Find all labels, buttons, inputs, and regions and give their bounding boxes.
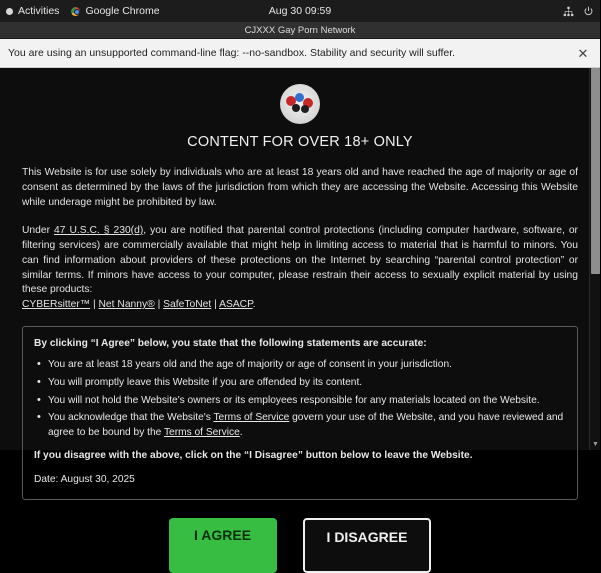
tos-pre-text: You acknowledge that the Website's <box>48 412 214 424</box>
agree-button[interactable]: I AGREE <box>169 518 277 573</box>
agreement-box <box>22 326 578 499</box>
list-item: • You will promptly leave this Website if you are offended by its content. <box>34 376 566 391</box>
window-title: CJXXX Gay Porn Network <box>244 24 356 36</box>
terms-of-service-link-2[interactable]: Terms of Service <box>163 427 240 439</box>
chrome-infobar <box>0 39 600 68</box>
link-safetonet[interactable]: SafeToNet <box>163 299 212 311</box>
site-logo <box>22 84 578 124</box>
scroll-down-icon[interactable]: ▼ <box>592 441 599 448</box>
window-title-bar[interactable] <box>0 22 600 39</box>
close-icon[interactable]: ✕ <box>577 45 589 61</box>
scrollbar-thumb[interactable] <box>591 68 600 274</box>
page-scrollbar[interactable] <box>589 68 600 450</box>
network-icon <box>563 6 574 17</box>
infobar-message: You are using an unsupported command-line flag: --no-sandbox. Stability and security will suffer. <box>8 47 456 59</box>
agreement-bullets <box>34 358 566 441</box>
system-status-area[interactable] <box>563 6 594 17</box>
chrome-icon <box>71 7 80 16</box>
app-menu-chrome[interactable] <box>71 5 159 17</box>
terms-of-service-link-1[interactable]: Terms of Service <box>213 412 290 424</box>
top-bar-left <box>6 5 160 17</box>
page-title: CONTENT FOR OVER 18+ ONLY <box>187 134 413 150</box>
sep-2: | <box>154 299 164 311</box>
disagree-button[interactable]: I DISAGREE <box>303 518 432 573</box>
tos-post-text: . <box>239 427 243 439</box>
link-cybersitter[interactable]: CYBERsitter™ <box>22 299 91 311</box>
activities-dot-icon <box>6 8 13 15</box>
activities-button[interactable] <box>6 5 59 17</box>
disagree-note: If you disagree with the above, click on the “I Disagree” button below to leave the Website. <box>34 449 473 461</box>
link-asacp[interactable]: ASACP <box>219 299 253 311</box>
statute-link[interactable]: 47 U.S.C. § 230(d) <box>54 224 144 236</box>
list-item-terms <box>34 411 566 441</box>
sep-3: | <box>211 299 220 311</box>
parental-control-paragraph <box>22 224 578 314</box>
power-icon <box>583 6 594 17</box>
statute-pre-text: Under <box>22 224 55 236</box>
browser-viewport <box>0 68 600 545</box>
list-item: • You will not hold the Website's owners or its employees responsible for any materials located on the Website. <box>34 394 566 409</box>
site-logo-icon <box>280 84 320 124</box>
agreement-lead: By clicking “I Agree” below, you state that the following statements are accurate: <box>34 338 427 350</box>
activities-label: Activities <box>18 5 60 17</box>
list-item: • You are at least 18 years old and the age of majority or age of consent in your jurisdiction. <box>34 358 566 373</box>
app-menu-label: Google Chrome <box>85 5 160 17</box>
gnome-top-bar <box>0 0 600 22</box>
link-net-nanny[interactable]: Net Nanny® <box>98 299 155 311</box>
age-paragraph: This Website is for use solely by individuals who are at least 18 years old and have reached the age of majority or age of consent as determined by the laws of the jurisdiction from which they are accessing the Website. Accessing this Website while underage might be prohibited by law. <box>22 167 578 208</box>
filter-links-period: . <box>252 299 256 311</box>
agreement-date: Date: August 30, 2025 <box>34 473 135 485</box>
action-buttons <box>22 518 578 573</box>
sep-1: | <box>90 299 99 311</box>
filter-provider-links <box>22 299 256 310</box>
statute-body-text: , you are notified that parental control protections (including computer hardware, software, or filtering services) are commercially available that might help in limiting access to material that is harmful to minors. You can find information about providers of these protections on the Internet by searching “parental control protection” or similar terms. If minors have access to your computer, please restrain their access to sexually explicit material by using these products: <box>22 224 578 296</box>
tos-mid-text: govern your use of the Website, and you have reviewed and agree to be bound by the <box>48 412 564 439</box>
age-verification-page <box>0 68 600 545</box>
clock-label: Aug 30 09:59 <box>268 5 332 17</box>
